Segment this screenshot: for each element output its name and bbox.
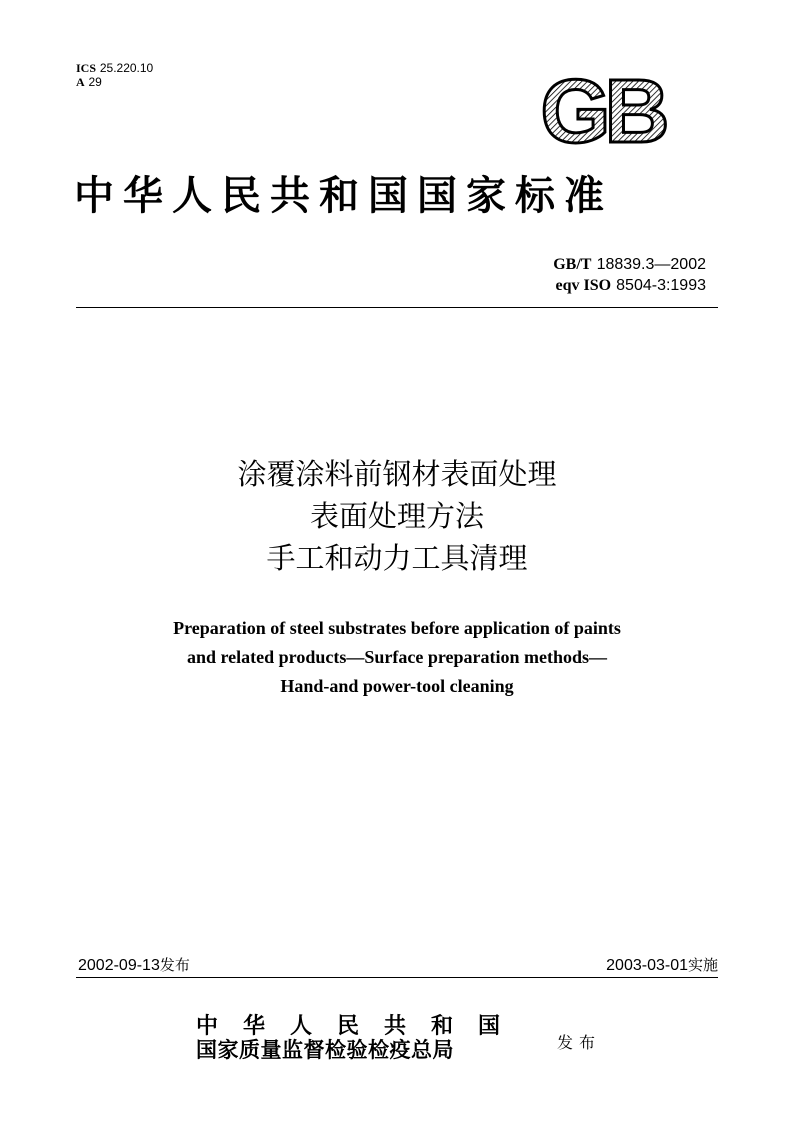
english-title-line3: Hand-and power-tool cleaning [280, 676, 514, 696]
class-value: 29 [88, 75, 102, 89]
top-divider [76, 307, 718, 308]
class-label: A [76, 75, 85, 89]
english-title-line1: Preparation of steel substrates before application of paints [173, 618, 621, 638]
gb-number: 18839.3—2002 [596, 256, 706, 273]
issuer-line2: 国家质量监督检验检疫总局 [196, 1037, 454, 1062]
chinese-title-line1: 涂覆涂料前钢材表面处理 [237, 457, 557, 491]
issuer-action: 发布 [557, 1033, 602, 1052]
issue-date-value: 2002-09-13 [78, 957, 160, 974]
gb-logo [532, 74, 672, 148]
english-title-line2: and related products—Surface preparation methods— [186, 647, 607, 667]
issue-date [78, 954, 190, 975]
chinese-title-line2: 表面处理方法 [309, 499, 484, 533]
eqv-label: eqv ISO [555, 277, 612, 294]
chinese-title [0, 453, 794, 579]
english-title [0, 614, 794, 701]
implement-date [606, 954, 718, 975]
implement-date-value: 2003-03-01 [606, 957, 688, 974]
bottom-divider [76, 977, 718, 978]
ics-code [76, 61, 153, 89]
national-standard-title: 中华人民共和国国家标准 [74, 172, 613, 219]
ics-value: 25.220.10 [99, 61, 154, 75]
standard-number [553, 254, 706, 296]
implement-date-suffix: 实施 [687, 956, 718, 974]
eqv-number: 8504-3:1993 [616, 277, 706, 294]
issue-date-suffix: 发布 [159, 956, 190, 974]
ics-label: ICS [76, 61, 97, 75]
gb-label: GB/T [553, 256, 592, 273]
issuer-line1: 中华人民共和国 [196, 1013, 526, 1039]
gb-logo-text: GB [540, 74, 664, 148]
chinese-title-line3: 手工和动力工具清理 [266, 541, 528, 575]
